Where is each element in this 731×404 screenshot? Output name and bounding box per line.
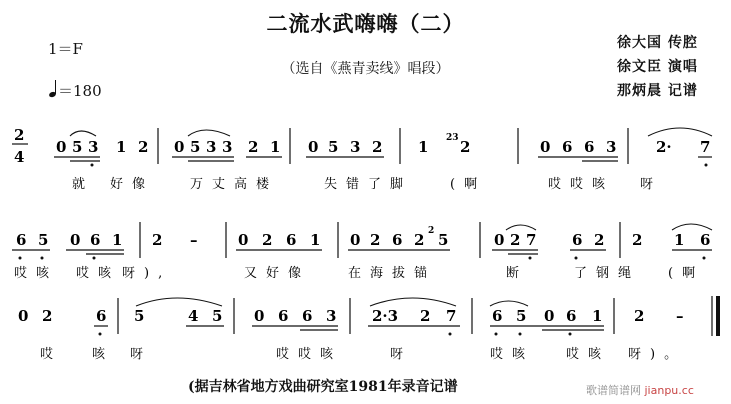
note: 0: [254, 307, 265, 325]
octave-dot: [449, 333, 452, 336]
lyric: (啊: [668, 266, 705, 281]
note: 2: [370, 231, 381, 249]
lyric: 呀: [640, 177, 663, 192]
note: 0: [308, 138, 319, 156]
note: 6: [278, 307, 289, 325]
key-signature: 1＝F: [48, 40, 83, 58]
lyric: (啊: [450, 177, 487, 192]
note: 1: [310, 231, 321, 249]
slur: [188, 130, 230, 136]
note: 1: [116, 138, 127, 156]
note: 1: [112, 231, 123, 249]
note: 6: [302, 307, 313, 325]
octave-dot: [703, 257, 706, 260]
lyric: 呀)。: [628, 347, 687, 362]
beams-line-1: [54, 157, 712, 161]
note: 0: [544, 307, 555, 325]
credit-singer: 徐文臣 演唱: [617, 59, 698, 75]
note: 2·: [656, 138, 672, 156]
lyric: 失错了脚: [324, 177, 413, 192]
lyric: 万丈高楼: [190, 177, 279, 192]
slur: [70, 131, 96, 136]
note: 0: [494, 231, 505, 249]
note: 6: [566, 307, 577, 325]
beams-line-3: [94, 326, 604, 330]
note: 5: [38, 231, 49, 249]
octave-dot: [41, 257, 44, 260]
note: 2: [138, 138, 149, 156]
note: 5: [516, 307, 527, 325]
note: 1: [270, 138, 281, 156]
note: 5: [190, 138, 201, 156]
note: 0: [350, 231, 361, 249]
note: 6: [700, 231, 711, 249]
note: 2: [460, 138, 471, 156]
notes-layer: [16, 133, 710, 325]
slur: [648, 128, 712, 136]
slurs-line-2: [506, 224, 712, 230]
note: 6: [584, 138, 595, 156]
note: 2: [262, 231, 273, 249]
note: 6: [286, 231, 297, 249]
slur: [136, 298, 222, 306]
score-subtitle: （选自《燕青卖线》唱段）: [281, 61, 450, 77]
note: 7: [446, 307, 457, 325]
note: 5: [134, 307, 145, 325]
slur: [506, 225, 536, 230]
lyric: 在海拔锚: [348, 266, 437, 281]
note: 5: [328, 138, 339, 156]
lyric: 哎: [40, 347, 63, 362]
octave-dot: [519, 333, 522, 336]
lyric: 又好像: [244, 266, 311, 281]
note: 3: [222, 138, 233, 156]
note: 0: [238, 231, 249, 249]
lyric: 就: [72, 177, 95, 192]
octave-dot: [93, 257, 96, 260]
note: 2: [414, 231, 425, 249]
slur: [370, 298, 456, 306]
beams-line-2: [12, 250, 712, 254]
note: 2: [420, 307, 431, 325]
note: 1: [592, 307, 603, 325]
time-signature-bottom: 4: [14, 148, 25, 166]
note: 1: [674, 231, 685, 249]
octave-dot: [91, 164, 94, 167]
slurs-line-1: [70, 128, 712, 136]
note: 2: [594, 231, 605, 249]
lyric: 呀),: [122, 266, 172, 281]
source-note: (据吉林省地方戏曲研究室1981年录音记谱: [188, 379, 458, 395]
note: 3: [88, 138, 99, 156]
note: 0: [174, 138, 185, 156]
note: 5: [212, 307, 223, 325]
note: 2·3: [372, 307, 399, 325]
note: 6: [96, 307, 107, 325]
note: 6: [492, 307, 503, 325]
grace-note: 2: [428, 226, 435, 236]
slurs-line-3: [136, 298, 528, 306]
note: 3: [350, 138, 361, 156]
note: 2: [152, 231, 163, 249]
octave-dot: [99, 333, 102, 336]
grace-note: 23: [446, 133, 459, 143]
note: 3: [606, 138, 617, 156]
note: –: [676, 307, 684, 325]
watermark: [586, 382, 694, 398]
credit-transcriber: 那炳晨 记谱: [617, 83, 698, 99]
note: 0: [56, 138, 67, 156]
note: 0: [540, 138, 551, 156]
note: 7: [526, 231, 537, 249]
octave-dot: [495, 333, 498, 336]
note: 2: [42, 307, 53, 325]
final-bar-line-thick: [716, 296, 720, 336]
lyric: 呀: [130, 347, 153, 362]
time-signature-top: 2: [14, 126, 25, 144]
lyric: 哎咳: [14, 266, 59, 281]
watermark-prefix: 歌谱简谱网: [586, 384, 641, 397]
lyric: 哎咳: [76, 266, 121, 281]
lyric: 呀: [390, 347, 413, 362]
note: 4: [188, 307, 199, 325]
lyric: 哎咳: [490, 347, 535, 362]
octave-dot: [19, 257, 22, 260]
note: 3: [206, 138, 217, 156]
note: 6: [562, 138, 573, 156]
note: 6: [572, 231, 583, 249]
slur: [490, 301, 528, 306]
note: 3: [326, 307, 337, 325]
lyric: 断: [506, 266, 529, 281]
note: 2: [632, 231, 643, 249]
note: 5: [438, 231, 449, 249]
note: 2: [634, 307, 645, 325]
note: 2: [248, 138, 259, 156]
lyrics-layer: [14, 176, 704, 362]
octave-dot: [529, 257, 532, 260]
note: –: [190, 231, 198, 249]
octave-dot: [575, 257, 578, 260]
tempo-value: ＝180: [58, 82, 102, 100]
note: 0: [18, 307, 29, 325]
lyric: 哎咳: [566, 347, 611, 362]
note: 0: [70, 231, 81, 249]
score-title: 二流水武嗨嗨（二）: [266, 11, 465, 36]
octave-dot: [569, 333, 572, 336]
note: 5: [72, 138, 83, 156]
note: 2: [372, 138, 383, 156]
note: 6: [392, 231, 403, 249]
note: 6: [16, 231, 27, 249]
slur: [672, 224, 712, 230]
note: 7: [700, 138, 711, 156]
note: 2: [510, 231, 521, 249]
lyric: 哎哎咳: [276, 347, 343, 362]
lyric: 好像: [110, 177, 155, 192]
lyric: 了钢绳: [574, 266, 641, 281]
octave-dot: [705, 164, 708, 167]
watermark-site: jianpu.cc: [644, 384, 694, 397]
lyric: 咳: [92, 347, 115, 362]
note: 6: [90, 231, 101, 249]
lyric: 哎哎咳: [548, 177, 615, 192]
note: 1: [418, 138, 429, 156]
credit-composer: 徐大国 传腔: [617, 35, 698, 51]
